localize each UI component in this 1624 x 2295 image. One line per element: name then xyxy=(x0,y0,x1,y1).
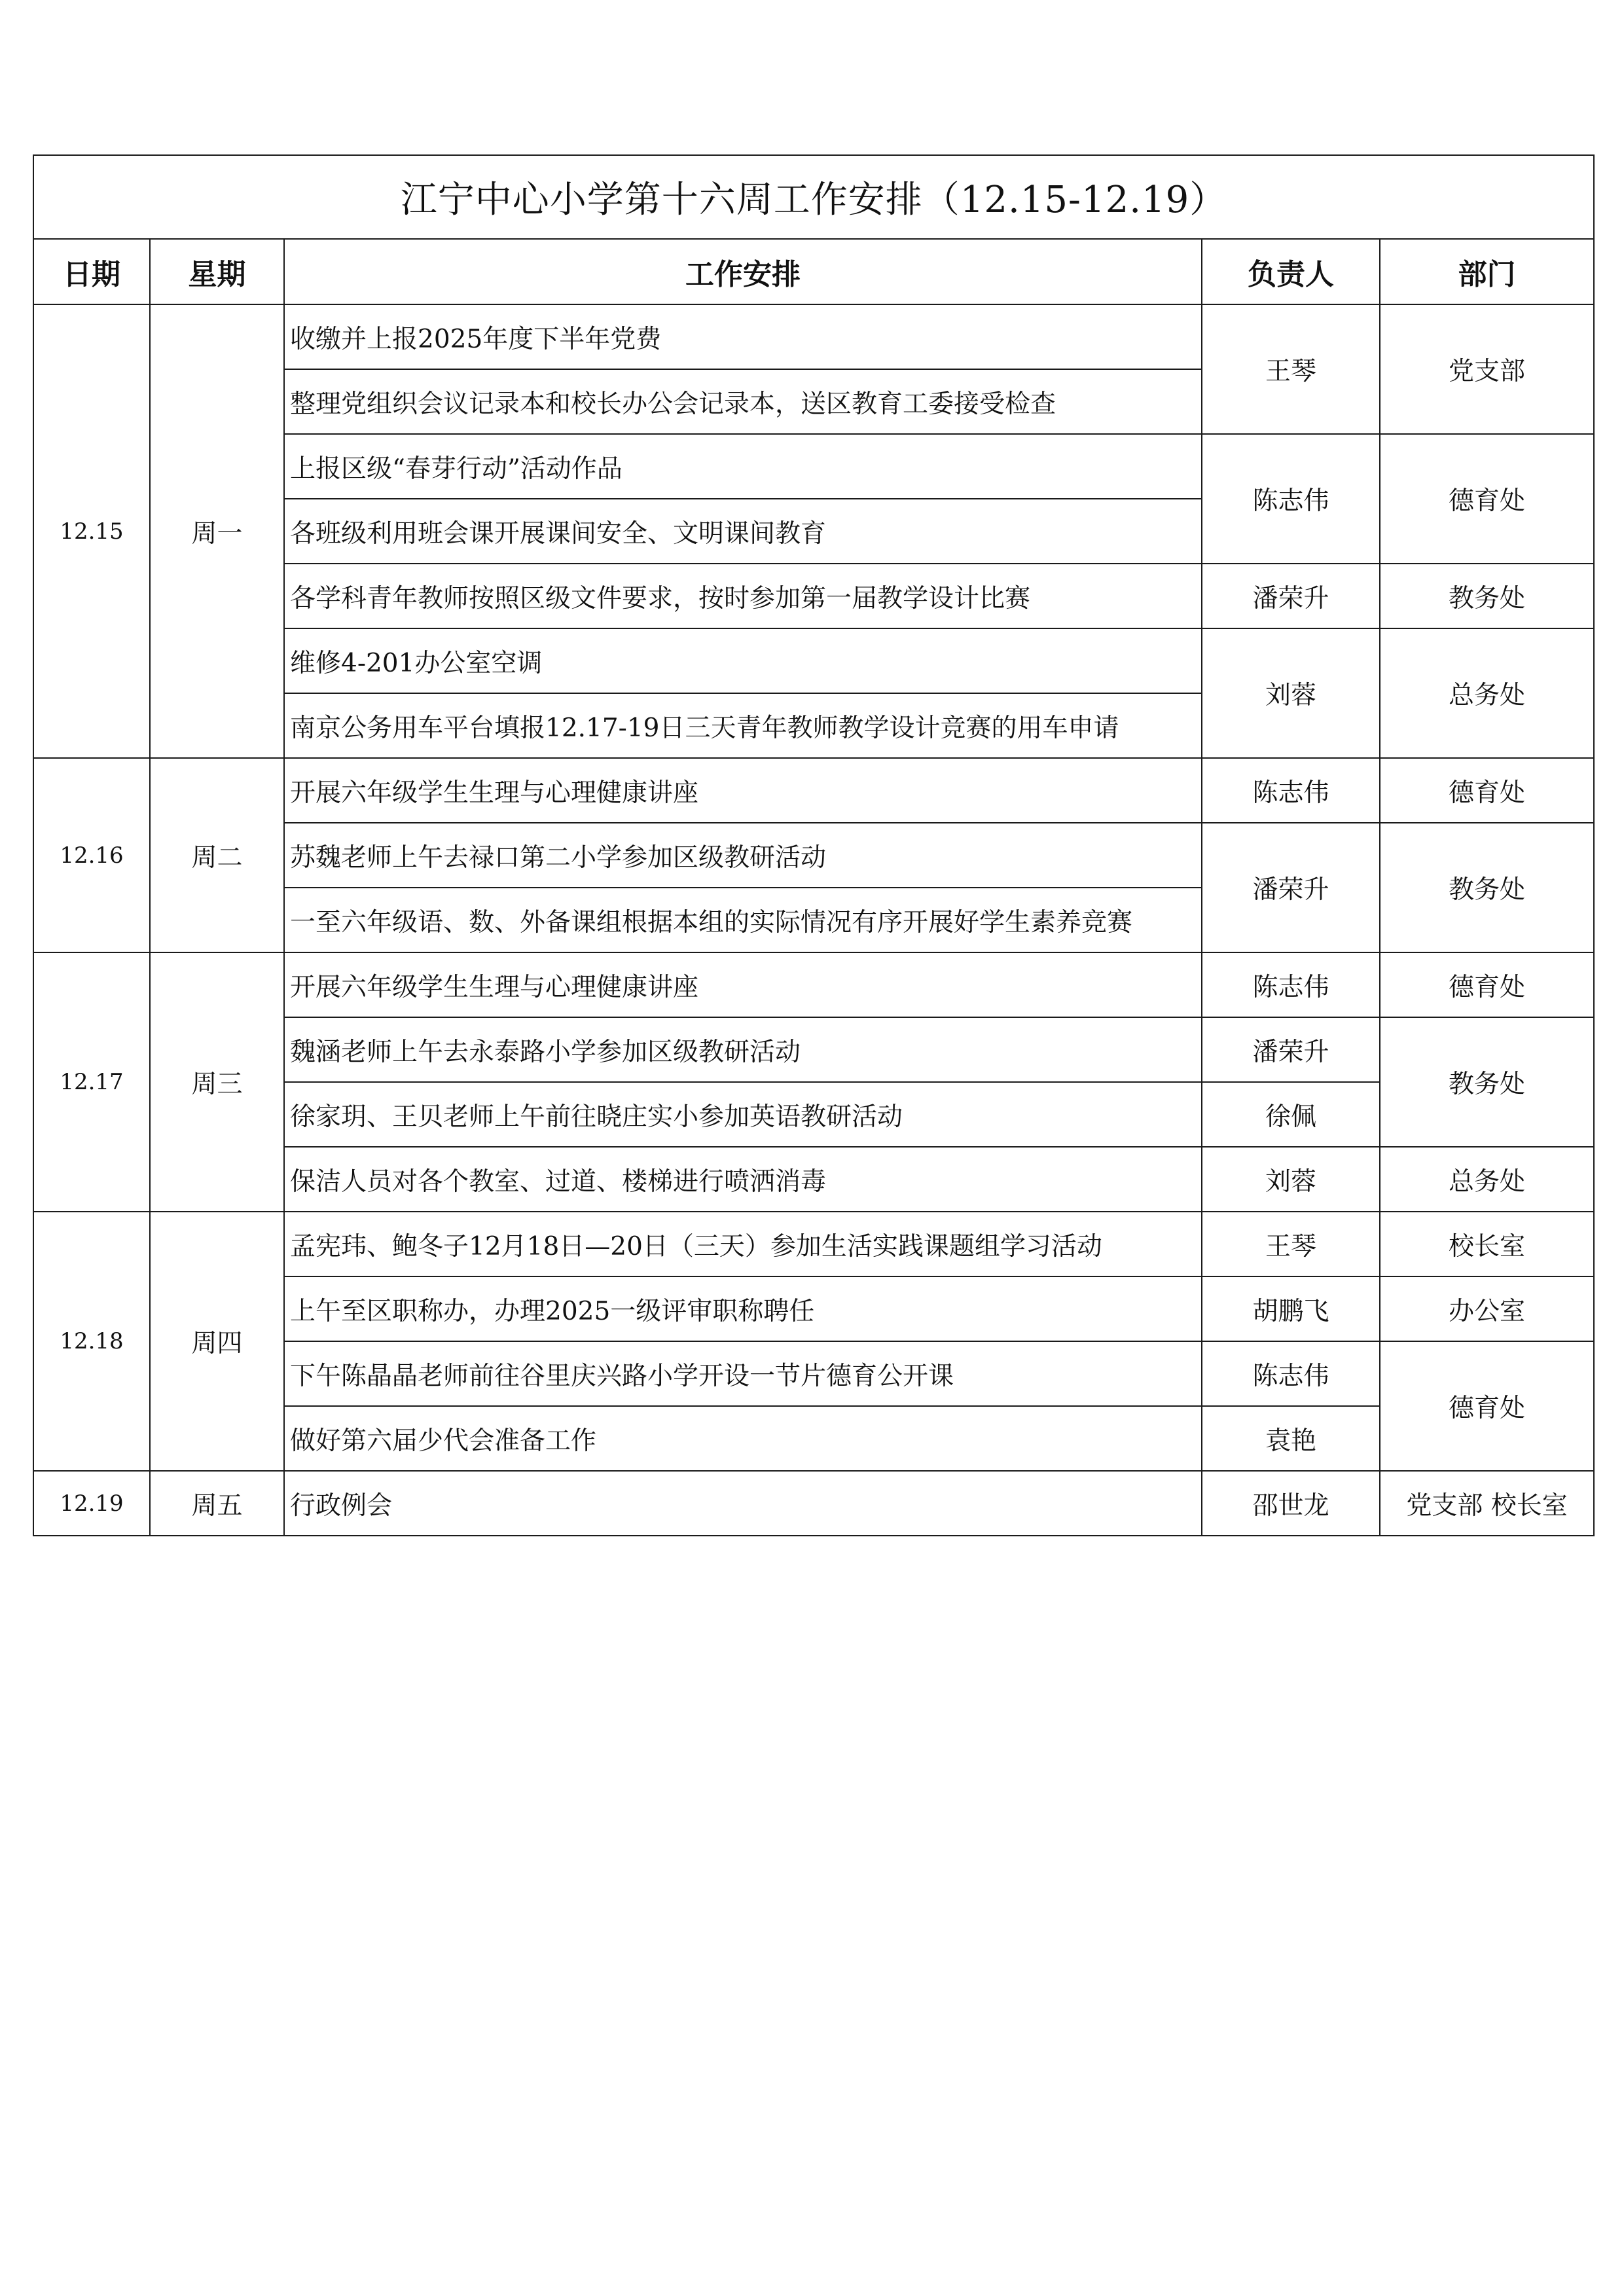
task-cell: 维修4-201办公室空调 xyxy=(284,628,1202,693)
dept-cell: 校长室 xyxy=(1380,1212,1594,1276)
task-cell: 开展六年级学生生理与心理健康讲座 xyxy=(284,758,1202,823)
owner-cell: 邵世龙 xyxy=(1202,1471,1380,1536)
owner-cell: 徐佩 xyxy=(1202,1082,1380,1147)
header-date: 日期 xyxy=(33,239,150,304)
dept-cell: 教务处 xyxy=(1380,564,1594,628)
table-row xyxy=(33,758,1594,823)
dept-cell: 教务处 xyxy=(1380,823,1594,952)
task-cell: 行政例会 xyxy=(284,1471,1202,1536)
task-cell: 上报区级“春芽行动”活动作品 xyxy=(284,434,1202,499)
weekday-cell: 周三 xyxy=(150,952,284,1212)
dept-cell: 德育处 xyxy=(1380,952,1594,1017)
table-row xyxy=(33,1471,1594,1536)
owner-cell: 刘蓉 xyxy=(1202,628,1380,758)
dept-cell: 德育处 xyxy=(1380,758,1594,823)
dept-cell: 德育处 xyxy=(1380,434,1594,564)
owner-cell: 王琴 xyxy=(1202,304,1380,434)
task-cell: 一至六年级语、数、外备课组根据本组的实际情况有序开展好学生素养竞赛 xyxy=(284,888,1202,952)
weekday-cell: 周五 xyxy=(150,1471,284,1536)
schedule-table xyxy=(33,154,1595,1536)
task-cell: 魏涵老师上午去永泰路小学参加区级教研活动 xyxy=(284,1017,1202,1082)
date-cell: 12.19 xyxy=(33,1471,150,1536)
task-cell: 下午陈晶晶老师前往谷里庆兴路小学开设一节片德育公开课 xyxy=(284,1341,1202,1406)
task-cell: 保洁人员对各个教室、过道、楼梯进行喷洒消毒 xyxy=(284,1147,1202,1212)
title-row xyxy=(33,155,1594,239)
dept-cell: 办公室 xyxy=(1380,1276,1594,1341)
task-cell: 整理党组织会议记录本和校长办公会记录本，送区教育工委接受检查 xyxy=(284,369,1202,434)
task-cell: 各学科青年教师按照区级文件要求，按时参加第一届教学设计比赛 xyxy=(284,564,1202,628)
weekday-cell: 周四 xyxy=(150,1212,284,1471)
dept-cell: 总务处 xyxy=(1380,628,1594,758)
table-row xyxy=(33,304,1594,369)
weekday-cell: 周一 xyxy=(150,304,284,758)
task-cell: 南京公务用车平台填报12.17-19日三天青年教师教学设计竞赛的用车申请 xyxy=(284,693,1202,758)
owner-cell: 袁艳 xyxy=(1202,1406,1380,1471)
dept-cell: 党支部 xyxy=(1380,304,1594,434)
table-row xyxy=(33,1212,1594,1276)
task-cell: 上午至区职称办，办理2025一级评审职称聘任 xyxy=(284,1276,1202,1341)
page-title: 江宁中心小学第十六周工作安排（12.15-12.19） xyxy=(33,155,1594,239)
dept-cell: 教务处 xyxy=(1380,1017,1594,1147)
task-cell: 开展六年级学生生理与心理健康讲座 xyxy=(284,952,1202,1017)
owner-cell: 陈志伟 xyxy=(1202,758,1380,823)
table-row xyxy=(33,952,1594,1017)
task-cell: 做好第六届少代会准备工作 xyxy=(284,1406,1202,1471)
header-weekday: 星期 xyxy=(150,239,284,304)
header-row xyxy=(33,239,1594,304)
owner-cell: 胡鹏飞 xyxy=(1202,1276,1380,1341)
date-cell: 12.15 xyxy=(33,304,150,758)
owner-cell: 潘荣升 xyxy=(1202,823,1380,952)
task-cell: 孟宪玮、鲍冬子12月18日—20日（三天）参加生活实践课题组学习活动 xyxy=(284,1212,1202,1276)
task-cell: 各班级利用班会课开展课间安全、文明课间教育 xyxy=(284,499,1202,564)
owner-cell: 潘荣升 xyxy=(1202,564,1380,628)
date-cell: 12.18 xyxy=(33,1212,150,1471)
weekday-cell: 周二 xyxy=(150,758,284,952)
task-cell: 苏魏老师上午去禄口第二小学参加区级教研活动 xyxy=(284,823,1202,888)
header-task: 工作安排 xyxy=(284,239,1202,304)
owner-cell: 陈志伟 xyxy=(1202,434,1380,564)
dept-cell: 总务处 xyxy=(1380,1147,1594,1212)
date-cell: 12.17 xyxy=(33,952,150,1212)
header-dept: 部门 xyxy=(1380,239,1594,304)
task-cell: 徐家玥、王贝老师上午前往晓庄实小参加英语教研活动 xyxy=(284,1082,1202,1147)
owner-cell: 王琴 xyxy=(1202,1212,1380,1276)
owner-cell: 陈志伟 xyxy=(1202,952,1380,1017)
dept-cell: 德育处 xyxy=(1380,1341,1594,1471)
date-cell: 12.16 xyxy=(33,758,150,952)
task-cell: 收缴并上报2025年度下半年党费 xyxy=(284,304,1202,369)
header-owner: 负责人 xyxy=(1202,239,1380,304)
owner-cell: 潘荣升 xyxy=(1202,1017,1380,1082)
owner-cell: 刘蓉 xyxy=(1202,1147,1380,1212)
dept-cell: 党支部 校长室 xyxy=(1380,1471,1594,1536)
owner-cell: 陈志伟 xyxy=(1202,1341,1380,1406)
